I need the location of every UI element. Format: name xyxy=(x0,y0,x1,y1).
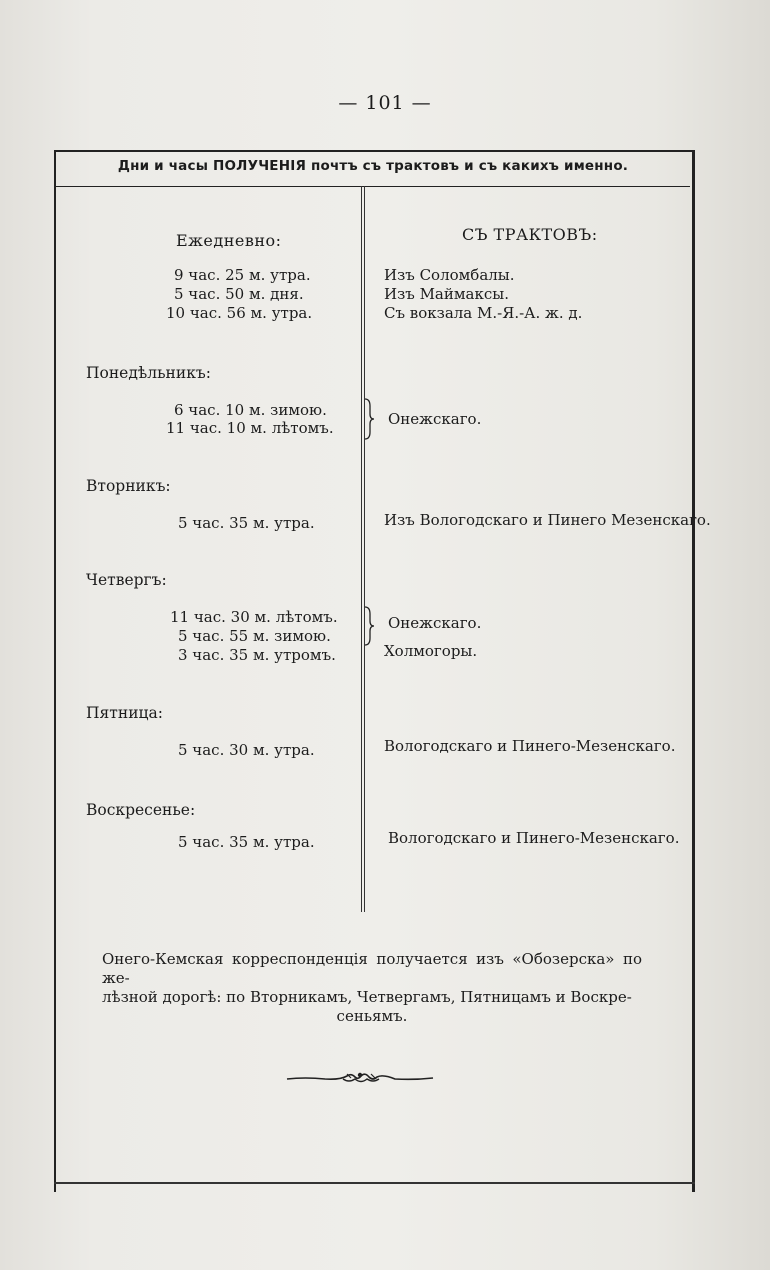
tuesday-time: 5 час. 35 м. утра. xyxy=(178,514,315,532)
monday-brace-icon xyxy=(362,398,376,440)
table-frame xyxy=(54,150,695,1192)
note-line-3: сеньямъ. xyxy=(336,1007,408,1025)
friday-time: 5 час. 30 м. утра. xyxy=(178,741,315,759)
daily-source-3: Съ вокзала М.-Я.-А. ж. д. xyxy=(384,304,583,322)
note-line-1: Онего-Кемская корреспонденція получается изъ «Обозерска» по же- xyxy=(102,950,642,987)
column-divider xyxy=(361,186,365,912)
correspondence-note xyxy=(102,950,642,1026)
thursday-time-3: 3 час. 35 м. утромъ. xyxy=(178,646,336,664)
monday-time-2: 11 час. 10 м. лѣтомъ. xyxy=(166,419,334,437)
left-column-title: Ежедневно: xyxy=(176,231,282,250)
daily-source-2: Изъ Маймаксы. xyxy=(384,285,509,303)
table-frame-bottom xyxy=(54,1182,695,1184)
sunday-source: Вологодскаго и Пинего-Мезенскаго. xyxy=(388,829,680,847)
sunday-time: 5 час. 35 м. утра. xyxy=(178,833,315,851)
daily-time-3: 10 час. 56 м. утра. xyxy=(166,304,313,322)
monday-time-1: 6 час. 10 м. зимою. xyxy=(174,401,327,419)
note-line-2: лѣзной дорогѣ: по Вторникамъ, Четвергамъ, Пятницамъ и Воскре- xyxy=(102,988,632,1006)
monday-label: Понедѣльникъ: xyxy=(86,364,211,382)
tuesday-source: Изъ Вологодскаго и Пинего Мезенскаго. xyxy=(384,511,711,529)
sunday-label: Воскресенье: xyxy=(86,801,196,819)
right-column-title: СЪ ТРАКТОВЪ: xyxy=(462,225,598,244)
monday-source: Онежскаго. xyxy=(388,410,482,428)
friday-source: Вологодскаго и Пинего-Мезенскаго. xyxy=(384,737,676,755)
thursday-source-2: Холмогоры. xyxy=(384,642,478,660)
page-number: — 101 — xyxy=(338,92,432,114)
thursday-time-1: 11 час. 30 м. лѣтомъ. xyxy=(170,608,338,626)
daily-time-1: 9 час. 25 м. утра. xyxy=(174,266,311,284)
daily-time-2: 5 час. 50 м. дня. xyxy=(174,285,304,303)
tuesday-label: Вторникъ: xyxy=(86,477,171,495)
thursday-brace-icon xyxy=(362,606,376,646)
friday-label: Пятница: xyxy=(86,704,163,722)
ornament-icon xyxy=(285,1068,435,1088)
thursday-label: Четвергъ: xyxy=(86,571,167,589)
table-header: Дни и часы ПОЛУЧЕНІЯ почтъ съ трактовъ и съ какихъ именно. xyxy=(117,158,629,174)
thursday-source-1: Онежскаго. xyxy=(388,614,482,632)
thursday-time-2: 5 час. 55 м. зимою. xyxy=(178,627,331,645)
daily-source-1: Изъ Соломбалы. xyxy=(384,266,515,284)
